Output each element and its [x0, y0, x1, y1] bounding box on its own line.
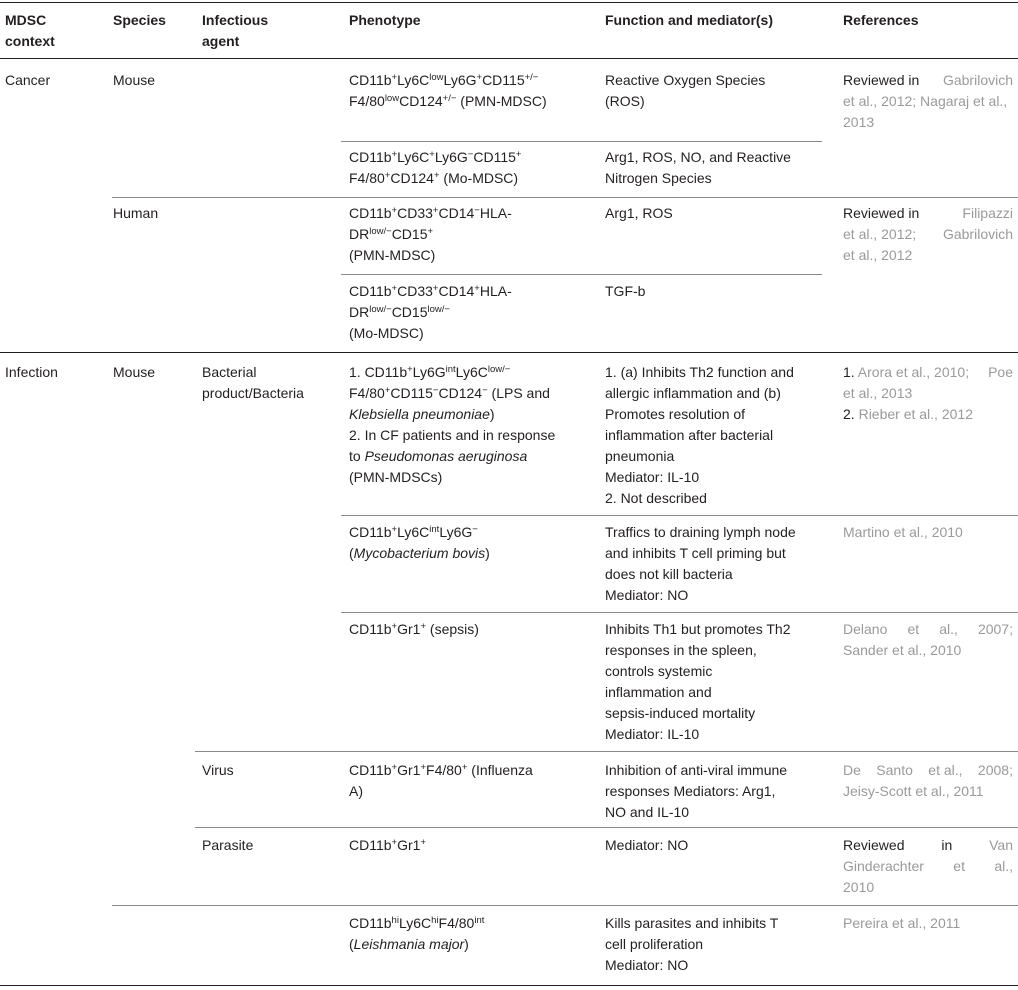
- header-agent: Infectious agent: [202, 12, 269, 49]
- phenotype-cell: CD11b+CD33+CD14+HLA- $DR^{low/-}CD15^{low/-}$ (Mo-MDSC): [349, 283, 512, 341]
- header-context: MDSC context: [5, 12, 55, 49]
- function-cell: Kills parasites and inhibits T cell proliferation Mediator: NO: [605, 915, 779, 973]
- function-cell: Mediator: NO: [605, 837, 689, 853]
- function-cell: Inhibition of anti-viral immune responses Mediators: Arg1, NO and IL-10: [605, 762, 788, 820]
- function-cell: Arg1, ROS, NO, and Reactive Nitrogen Species: [605, 149, 791, 186]
- references-cell: Pereira et al., 2011: [843, 915, 961, 931]
- section-rule: [0, 352, 1018, 353]
- phenotype-cell: CD11b+CD33+CD14−HLA- $DR^{low/-}CD15^+$ (PMN-MDSC): [349, 205, 512, 263]
- species-mouse: Mouse: [113, 72, 156, 88]
- header-references: References: [843, 12, 919, 28]
- header-species: Species: [113, 12, 166, 28]
- table-top-rule: [0, 2, 1018, 3]
- phenotype-cell: $CD11b^{hi}Ly6C^{hi}F4/80^{int}$ (Leishmania major): [349, 915, 485, 952]
- references-cell: De Santo et al., 2008; Jeisy-Scott et al., 2011: [843, 762, 1013, 799]
- phenotype-cell: CD11b+Gr1+ (sepsis): [349, 621, 479, 637]
- header-function: Function and mediator(s): [605, 12, 773, 28]
- function-cell: 1. (a) Inhibits Th2 function and allergic inflammation and (b) Promotes resolution of inflammation after bacterial pneumonia Mediator: IL-10 2. Not described: [605, 364, 794, 506]
- agent-virus: Virus: [202, 762, 234, 778]
- header-phenotype: Phenotype: [349, 12, 421, 28]
- phenotype-cell: CD11b+Gr1+: [349, 837, 427, 853]
- row-divider: [341, 274, 822, 275]
- species-human: Human: [113, 205, 159, 221]
- context-cancer: Cancer: [5, 72, 51, 88]
- function-cell: Traffics to draining lymph node and inhibits T cell priming but does not kill bacteria Mediator: NO: [605, 524, 796, 603]
- row-divider: [112, 905, 1018, 906]
- row-divider: [195, 827, 1018, 828]
- row-divider: [195, 751, 1018, 752]
- references-cell: Delano et al., 2007; Sander et al., 2010: [843, 621, 1013, 658]
- function-cell: Inhibits Th1 but promotes Th2 responses in the spleen, controls systemic inflammation and sepsis-induced mortality Mediator: IL-10: [605, 621, 791, 742]
- references-cell: 1. Arora et al., 2010; Poe et al., 2013 2. Rieber et al., 2012: [843, 364, 1013, 422]
- agent-parasite: Parasite: [202, 837, 254, 853]
- function-cell: Reactive Oxygen Species (ROS): [605, 72, 766, 109]
- references-cell: Martino et al., 2010: [843, 524, 963, 540]
- row-divider: [341, 612, 1018, 613]
- phenotype-cell: CD11b+Ly6C+Ly6G−CD115+ F4/80+CD124+ (Mo-MDSC): [349, 149, 522, 186]
- species-mouse: Mouse: [113, 364, 156, 380]
- references-cell: Reviewed in Filipazzi et al., 2012; Gabrilovich et al., 2012: [843, 205, 1013, 263]
- references-cell: Reviewed in Van Ginderachter et al., 2010: [843, 837, 1013, 895]
- header-bottom-rule: [0, 58, 1018, 59]
- phenotype-cell: 1. $CD11b^+Ly6G^{int}Ly6C^{low/-}$ F4/80+CD115−CD124− (LPS and Klebsiella pneumoniae) 2. In CF patients and in response to Pseudomonas aeruginosa (PMN-MDSCs): [349, 364, 556, 485]
- references-cell: Reviewed in Gabrilovich et al., 2012; Nagaraj et al., 2013: [843, 72, 1013, 130]
- row-divider: [112, 197, 1018, 198]
- agent-bacterial: Bacterial product/Bacteria: [202, 364, 304, 401]
- context-infection: Infection: [5, 364, 58, 380]
- phenotype-cell: CD11b+Gr1+F4/80+ (Influenza A): [349, 762, 533, 799]
- function-cell: TGF-b: [605, 283, 646, 299]
- table-bottom-rule: [0, 985, 1018, 986]
- row-divider: [341, 515, 1018, 516]
- phenotype-cell: $CD11b^+Ly6C^{int}Ly6G^-$ (Mycobacterium bovis): [349, 524, 490, 561]
- row-divider: [341, 141, 822, 142]
- function-cell: Arg1, ROS: [605, 205, 673, 221]
- phenotype-cell: $CD11b^+Ly6C^{low}Ly6G^+CD115^{+/-}$ $F4/80^{low}CD124^{+/-}$ (PMN-MDSC): [349, 72, 547, 109]
